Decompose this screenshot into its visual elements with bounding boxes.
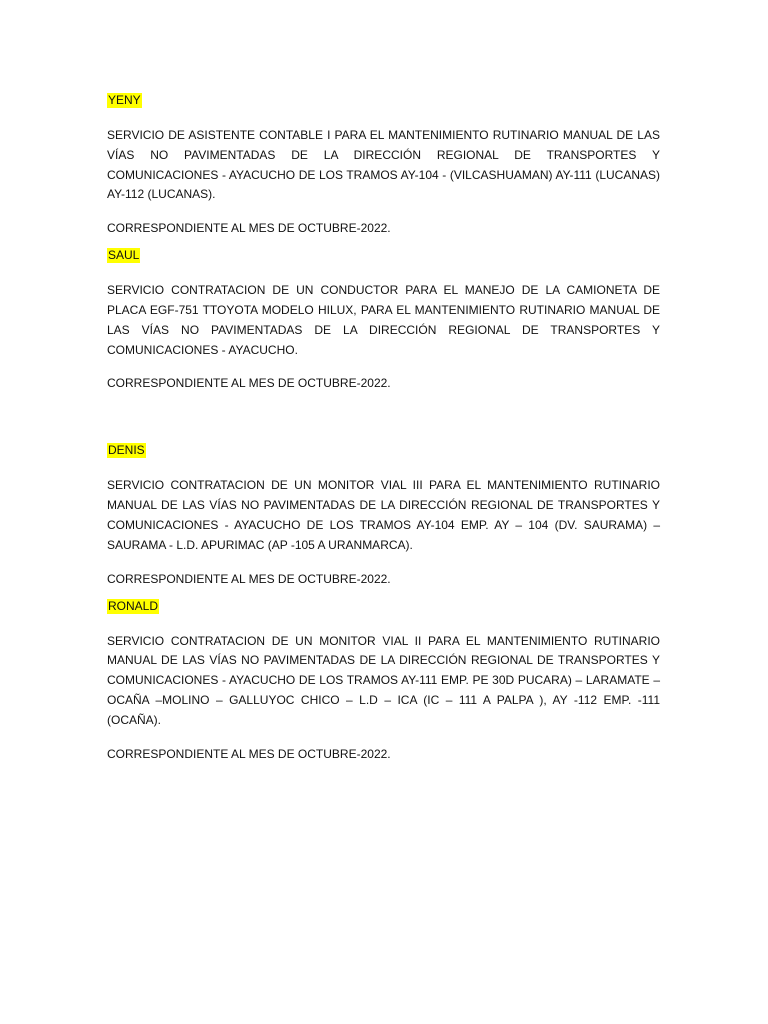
period-line: CORRESPONDIENTE AL MES DE OCTUBRE-2022. bbox=[107, 571, 391, 586]
person-name-highlight: SAUL bbox=[108, 248, 140, 263]
period-line: CORRESPONDIENTE AL MES DE OCTUBRE-2022. bbox=[107, 376, 391, 391]
section-saul bbox=[107, 246, 660, 391]
period-line: CORRESPONDIENTE AL MES DE OCTUBRE-2022. bbox=[107, 221, 391, 236]
section-ronald bbox=[107, 597, 660, 762]
service-description: SERVICIO DE ASISTENTE CONTABLE I PARA EL MANTENIMIENTO RUTINARIO MANUAL DE LAS VÍAS NO PAVIMENTADAS DE LA DIRECCIÓN REGIONAL DE TRANSPORTES Y COMUNICACIONES - AYACUCHO DE LOS TRAMOS AY-104 - (VILCASHUAMAN) AY-111 (LUCANAS) AY-112 (LUCANAS). bbox=[107, 128, 660, 202]
service-description: SERVICIO CONTRATACION DE UN MONITOR VIAL III PARA EL MANTENIMIENTO RUTINARIO MANUAL DE LAS VÍAS NO PAVIMENTADAS DE LA DIRECCIÓN REGIONAL DE TRANSPORTES Y COMUNICACIONES - AYACUCHO DE LOS TRAMOS AY-104 EMP. AY – 104 (DV. SAURAMA) – SAURAMA - L.D. APURIMAC (AP -105 A URANMARCA). bbox=[107, 478, 660, 552]
person-name-highlight: DENIS bbox=[108, 443, 145, 458]
section-yeny bbox=[107, 91, 660, 236]
person-name-highlight: RONALD bbox=[108, 598, 159, 613]
period-line: CORRESPONDIENTE AL MES DE OCTUBRE-2022. bbox=[107, 746, 391, 761]
document-page bbox=[107, 91, 660, 762]
section-denis bbox=[107, 441, 660, 586]
service-description: SERVICIO CONTRATACION DE UN CONDUCTOR PARA EL MANEJO DE LA CAMIONETA DE PLACA EGF-751 TTOYOTA MODELO HILUX, PARA EL MANTENIMIENTO RUTINARIO MANUAL DE LAS VÍAS NO PAVIMENTADAS DE LA DIRECCIÓN REGIONAL DE TRANSPORTES Y COMUNICACIONES - AYACUCHO. bbox=[107, 283, 660, 357]
service-description: SERVICIO CONTRATACION DE UN MONITOR VIAL II PARA EL MANTENIMIENTO RUTINARIO MANUAL DE LAS VÍAS NO PAVIMENTADAS DE LA DIRECCIÓN REGIONAL DE TRANSPORTES Y COMUNICACIONES - AYACUCHO DE LOS TRAMOS AY-111 EMP. PE 30D PUCARA) – LARAMATE – OCAÑA –MOLINO – GALLUYOC CHICO – L.D – ICA (IC – 111 A PALPA ), AY -112 EMP. -111 (OCAÑA). bbox=[107, 633, 660, 727]
person-name-highlight: YENY bbox=[108, 93, 141, 107]
